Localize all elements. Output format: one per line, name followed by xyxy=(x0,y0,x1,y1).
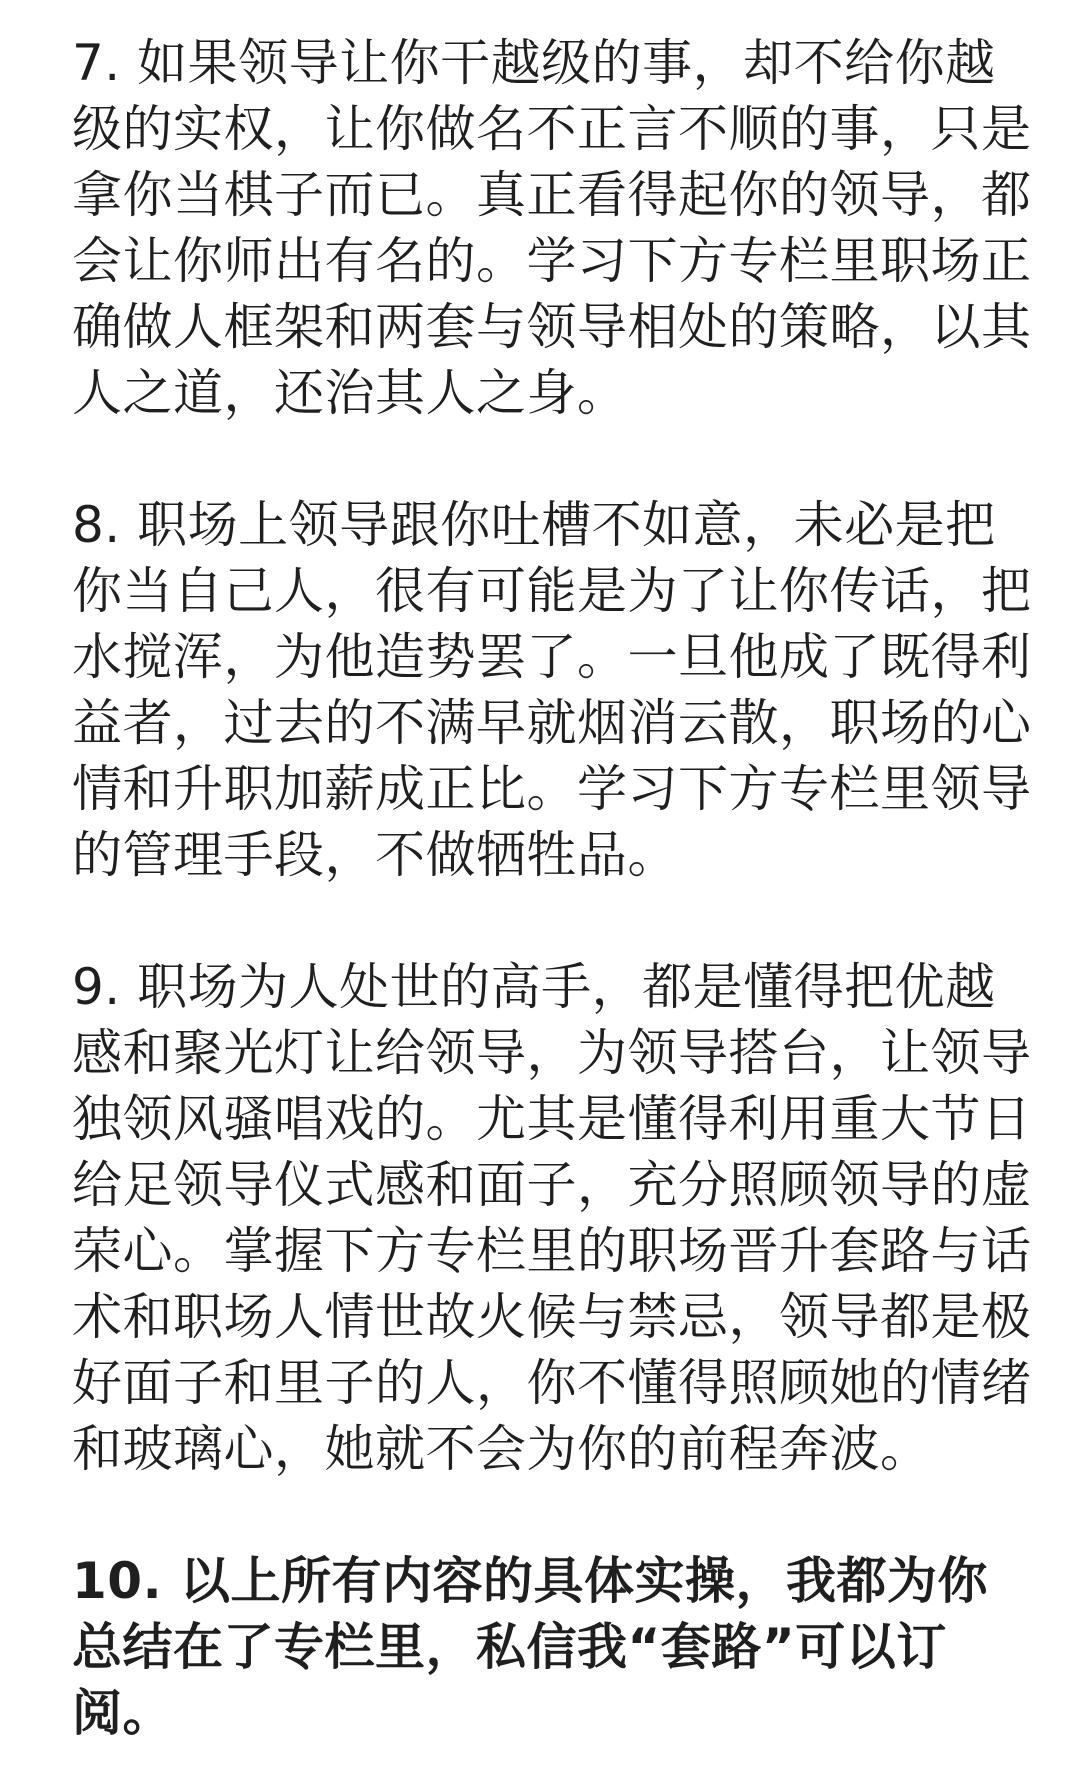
paragraph-point-9: 9. 职场为人处世的高手，都是懂得把优越感和聚光灯让给领导，为领导搭台，让领导独领风骚唱戏的。尤其是懂得利用重大节日给足领导仪式感和面子，充分照顾领导的虚荣心。掌握下方专栏里的职场晋升套路与话术和职场人情世故火候与禁忌，领导都是极好面子和里子的人，你不懂得照顾她的情绪和玻璃心，她就不会为你的前程奔波。 xyxy=(72,958,1032,1478)
paragraph-point-7: 7. 如果领导让你干越级的事，却不给你越级的实权，让你做名不正言不顺的事，只是拿你当棋子而已。真正看得起你的领导，都会让你师出有名的。学习下方专栏里职场正确做人框架和两套与领导相处的策略，以其人之道，还治其人之身。 xyxy=(72,34,1032,422)
paragraph-point-10: 10. 以上所有内容的具体实操，我都为你总结在了专栏里，私信我“套路”可以订阅。 xyxy=(72,1552,988,1742)
article-body xyxy=(72,30,1032,1746)
paragraph-point-8: 8. 职场上领导跟你吐槽不如意，未必是把你当自己人，很有可能是为了让你传话，把水搅浑，为他造势罢了。一旦他成了既得利益者，过去的不满早就烟消云散，职场的心情和升职加薪成正比。学习下方专栏里领导的管理手段，不做牺牲品。 xyxy=(72,496,1032,884)
